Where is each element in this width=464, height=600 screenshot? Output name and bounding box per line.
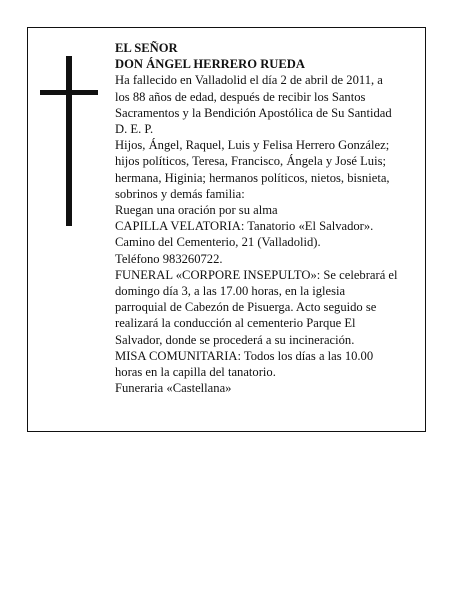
notice-deceased-name: DON ÁNGEL HERRERO RUEDA: [115, 57, 305, 72]
body-line: MISA COMUNITARIA: Todos los días a las 10.00: [115, 348, 374, 363]
body-line: Sacramentos y la Bendición Apostólica de Su Santidad: [115, 105, 392, 120]
body-line: FUNERAL «CORPORE INSEPULTO»: Se celebrará el: [115, 267, 398, 282]
body-line: Funeraria «Castellana»: [115, 381, 232, 396]
body-line: sobrinos y demás familia:: [115, 186, 245, 201]
body-line: Salvador, donde se procederá a su incineración.: [115, 332, 355, 347]
body-line: Hijos, Ángel, Raquel, Luis y Felisa Herrero González;: [115, 138, 390, 153]
body-line: hijos políticos, Teresa, Francisco, Ángela y José Luis;: [115, 154, 387, 169]
body-line: CAPILLA VELATORIA: Tanatorio «El Salvador».: [115, 219, 374, 234]
body-line: parroquial de Cabezón de Pisuerga. Acto seguido se: [115, 300, 377, 315]
body-line: domingo día 3, a las 17.00 horas, en la iglesia: [115, 284, 346, 299]
body-line: horas en la capilla del tanatorio.: [115, 365, 276, 380]
body-line: hermana, Higinia; hermanos políticos, nietos, bisnieta,: [115, 170, 390, 185]
body-line: D. E. P.: [115, 122, 154, 137]
body-line: realizará la conducción al cementerio Parque El: [115, 316, 356, 331]
body-line: Camino del Cementerio, 21 (Valladolid).: [115, 235, 321, 250]
body-line: los 88 años de edad, después de recibir los Santos: [115, 89, 366, 104]
body-line: Teléfono 983260722.: [115, 251, 223, 266]
obituary-notice: [27, 27, 426, 432]
obituary-text: [115, 40, 427, 396]
body-line: Ruegan una oración por su alma: [115, 203, 278, 218]
latin-cross-icon: [40, 56, 98, 226]
notice-title-line: EL SEÑOR: [115, 41, 178, 55]
body-line: Ha fallecido en Valladolid el día 2 de abril de 2011, a: [115, 73, 383, 88]
